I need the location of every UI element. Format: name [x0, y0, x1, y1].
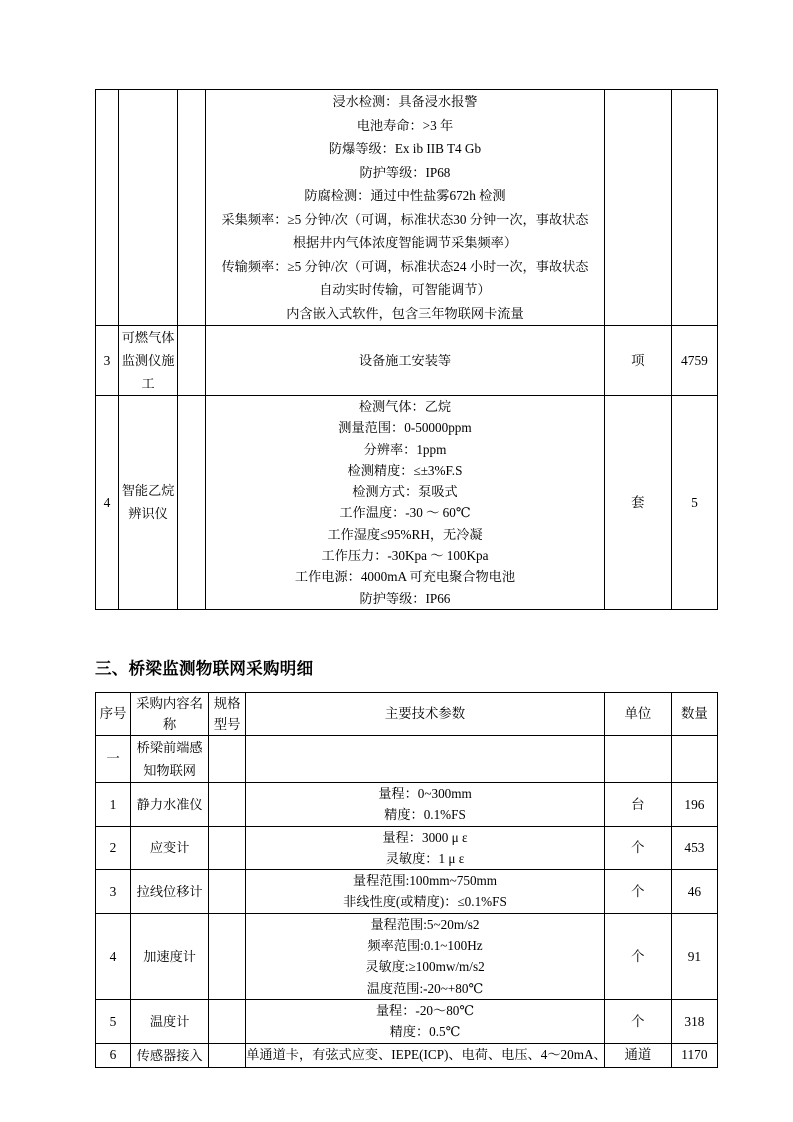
spec-line: 分辨率：1ppm: [363, 441, 447, 457]
spec-line: 检测方式：泵吸式: [352, 484, 458, 500]
cell-spec: [246, 782, 605, 826]
spec-line: 工作电源：4000mA 可充电聚合物电池: [294, 569, 516, 585]
spec-line: 防爆等级：Ex ib IIB T4 Gb: [328, 141, 482, 156]
spec-line: 非线性度(或精度)：≤0.1%FS: [343, 894, 507, 910]
spec-line: 量程范围:100mm~750mm: [352, 873, 498, 889]
document-body: [95, 89, 718, 1068]
cell-name: 温度计: [131, 999, 209, 1043]
cell-unit: 个: [604, 870, 671, 914]
cell-name: 桥梁前端感知物联网: [131, 735, 209, 782]
column-header-model: 规格型号: [209, 692, 246, 735]
cell-qty: 5: [671, 396, 717, 610]
cell-name: 加速度计: [131, 913, 209, 999]
cell-unit: 通道: [604, 1043, 671, 1067]
cell-model: [209, 870, 246, 914]
cell-unit: [604, 735, 671, 782]
cell-unit: 个: [604, 913, 671, 999]
cell-index: 2: [96, 826, 131, 870]
cell-model: [209, 782, 246, 826]
cell-name: 传感器接入: [131, 1043, 209, 1067]
cell-index: 3: [96, 870, 131, 914]
spec-line: 防护等级：IP66: [359, 590, 451, 606]
table2-body: [96, 735, 718, 1067]
cell-spec: [246, 913, 605, 999]
spec-line: 工作温度：-30 ～ 60℃: [339, 505, 471, 521]
spec-line: 单通道卡，有弦式应变、IEPE(ICP)、电荷、电压、4～20mA、: [246, 1047, 607, 1063]
cell-index: 1: [96, 782, 131, 826]
cell-index: 一: [96, 735, 131, 782]
cell-spec: [206, 396, 605, 610]
spec-line: 温度范围:-20~+80℃: [366, 980, 484, 996]
spec-line: 量程：-20～80℃: [375, 1002, 475, 1018]
spec-line: 检测气体：乙烷: [358, 399, 452, 414]
table-row: [96, 326, 718, 396]
cell-unit: 项: [604, 326, 671, 396]
column-header-unit: 单位: [604, 692, 671, 735]
spec-line: 量程：0~300mm: [378, 785, 472, 801]
spec-line: 防护等级：IP68: [359, 164, 451, 180]
cell-name: 应变计: [131, 826, 209, 870]
table-row: [96, 913, 718, 999]
spec-line: 浸水检测：具备浸水报警: [332, 94, 478, 109]
cell-name: 智能乙烷辨识仪: [119, 396, 178, 610]
cell-name: 可燃气体监测仪施工: [119, 326, 178, 396]
table-row: [96, 1043, 718, 1067]
cell-name: 拉线位移计: [131, 870, 209, 914]
table1-body: [96, 90, 718, 610]
spacer: [95, 679, 718, 692]
spec-line: 内含嵌入式软件，包含三年物联网卡流量: [286, 305, 524, 321]
cell-spec: [246, 826, 605, 870]
cell-qty: 4759: [671, 326, 717, 396]
cell-index: 6: [96, 1043, 131, 1067]
spec-line: 传输频率：≥5 分钟/次（可调，标准状态24 小时一次，事故状态: [221, 258, 589, 274]
spec-line: 频率范围:0.1~100Hz: [367, 938, 483, 954]
spec-line: 根据井内气体浓度智能调节采集频率）: [292, 235, 518, 250]
cell-spec: [206, 90, 605, 326]
cell-index: 4: [96, 913, 131, 999]
cell-unit: 个: [604, 999, 671, 1043]
cell-spec: [206, 326, 605, 396]
column-header-spec: 主要技术参数: [246, 692, 605, 735]
cell-index: 4: [96, 396, 119, 610]
spec-line: 精度：0.1%FS: [384, 807, 466, 823]
cell-unit: 台: [604, 782, 671, 826]
table-row: [96, 90, 718, 326]
cell-qty: 453: [671, 826, 717, 870]
table-row: [96, 396, 718, 610]
table-row: [96, 735, 718, 782]
procurement-table-continued: [95, 89, 718, 610]
cell-model: [209, 826, 246, 870]
cell-index: [96, 90, 119, 326]
table2-head: [96, 692, 718, 735]
cell-model: [178, 326, 206, 396]
cell-model: [209, 913, 246, 999]
cell-qty: 1170: [671, 1043, 717, 1067]
cell-model: [209, 735, 246, 782]
spec-line: 工作湿度≤95%RH，无冷凝: [327, 526, 483, 542]
page-title: 三、桥梁监测物联网采购明细: [95, 659, 314, 678]
spacer: [95, 610, 718, 655]
cell-spec: [246, 735, 605, 782]
cell-model: [178, 396, 206, 610]
spec-line: 量程：3000 μ ε: [382, 829, 468, 845]
cell-model: [178, 90, 206, 326]
cell-qty: 46: [671, 870, 717, 914]
spec-line: 工作压力：-30Kpa ～ 100Kpa: [321, 548, 489, 564]
spec-line: 灵敏度:≥100mw/m/s2: [365, 959, 485, 975]
spec-line: 测量范围：0-50000ppm: [338, 420, 472, 436]
cell-index: 5: [96, 999, 131, 1043]
cell-unit: 个: [604, 826, 671, 870]
spec-line: 防腐检测：通过中性盐雾672h 检测: [304, 188, 506, 203]
column-header-qty: 数量: [671, 692, 717, 735]
table-row: [96, 999, 718, 1043]
cell-unit: 套: [604, 396, 671, 610]
cell-unit: [604, 90, 671, 326]
cell-qty: 318: [671, 999, 717, 1043]
cell-index: 3: [96, 326, 119, 396]
table-row: [96, 782, 718, 826]
cell-spec: [246, 1043, 605, 1067]
cell-spec: [246, 999, 605, 1043]
spec-line: 灵敏度：1 μ ε: [385, 850, 465, 866]
cell-qty: 196: [671, 782, 717, 826]
table-header-row: [96, 692, 718, 735]
spec-line: 自动实时传输，可智能调节）: [319, 282, 491, 297]
spec-line: 量程范围:5~20m/s2: [370, 916, 480, 932]
cell-qty: 91: [671, 913, 717, 999]
column-header-index: 序号: [96, 692, 131, 735]
spec-line: 精度：0.5℃: [389, 1024, 461, 1040]
bridge-monitoring-procurement-table: [95, 692, 718, 1068]
table-row: [96, 870, 718, 914]
column-header-name: 采购内容名称: [131, 692, 209, 735]
cell-model: [209, 1043, 246, 1067]
spec-line: 电池寿命：>3 年: [356, 117, 454, 133]
spec-line: 检测精度：≤±3%F.S: [347, 462, 463, 478]
cell-name: 静力水准仪: [131, 782, 209, 826]
spec-line: 设备施工安装等: [358, 352, 452, 368]
cell-model: [209, 999, 246, 1043]
table-row: [96, 826, 718, 870]
cell-spec: [246, 870, 605, 914]
cell-name: [119, 90, 178, 326]
spec-line: 采集频率：≥5 分钟/次（可调，标准状态30 分钟一次，事故状态: [221, 211, 589, 227]
cell-qty: [671, 90, 717, 326]
cell-qty: [671, 735, 717, 782]
